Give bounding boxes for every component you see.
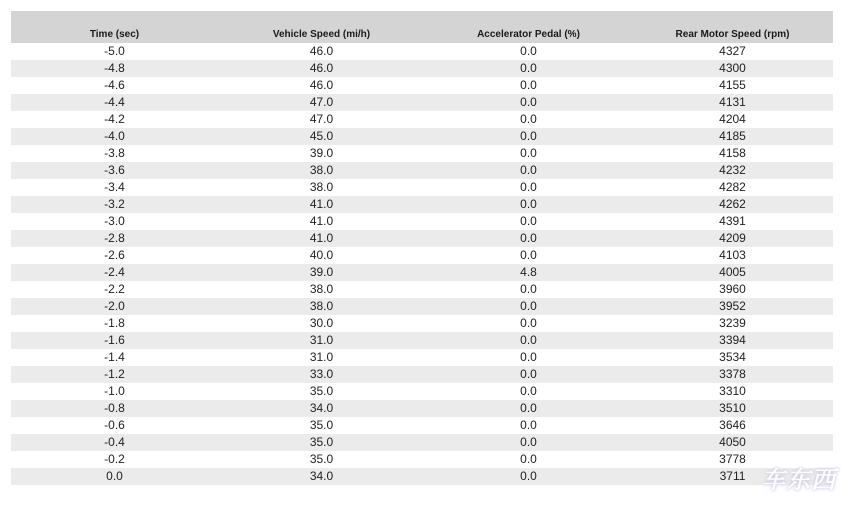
table-row: [11, 43, 833, 60]
accelerator-pedal-cell: 0.0: [520, 452, 537, 466]
table-row: [11, 298, 833, 315]
rear-motor-speed-cell: 3239: [719, 316, 746, 330]
table-row: [11, 366, 833, 383]
vehicle-speed-cell: 30.0: [309, 316, 334, 330]
table-row: [11, 349, 833, 366]
rear-motor-speed-cell: 4050: [632, 434, 833, 451]
time-cell: -0.2: [104, 452, 125, 466]
time-cell: -2.0: [11, 298, 218, 315]
table-row: [11, 162, 833, 179]
table-row: [11, 247, 833, 264]
table-row: [11, 128, 833, 145]
rear-motor-speed-cell: 4209: [632, 230, 833, 247]
accelerator-pedal-cell: 0.0: [425, 298, 632, 315]
vehicle-speed-cell: 40.0: [309, 248, 334, 262]
vehicle-speed-cell: 41.0: [309, 214, 334, 228]
accelerator-pedal-cell: 0.0: [520, 214, 537, 228]
accelerator-pedal-cell: 0.0: [425, 94, 632, 111]
vehicle-speed-cell: 34.0: [218, 400, 425, 417]
accelerator-pedal-cell: 0.0: [425, 434, 632, 451]
rear-motor-speed-cell: 4005: [632, 264, 833, 281]
time-cell: -3.6: [11, 162, 218, 179]
rear-motor-speed-cell: 4300: [632, 60, 833, 77]
accelerator-pedal-cell: 0.0: [425, 60, 632, 77]
rear-motor-speed-cell: 4262: [632, 196, 833, 213]
time-cell: -3.4: [104, 180, 125, 194]
table-row: [11, 383, 833, 400]
vehicle-speed-cell: 41.0: [218, 196, 425, 213]
table-row: [11, 332, 833, 349]
vehicle-speed-cell: 35.0: [309, 452, 334, 466]
rear-motor-speed-cell: 3378: [632, 366, 833, 383]
rear-motor-speed-cell: 3394: [632, 332, 833, 349]
rear-motor-speed-cell: 3510: [632, 400, 833, 417]
table-header: [11, 11, 833, 43]
watermark-logo: 车东西: [761, 466, 836, 494]
rear-motor-speed-cell: 3646: [719, 418, 746, 432]
rear-motor-speed-cell: 4232: [632, 162, 833, 179]
rear-motor-speed-cell: 4103: [719, 248, 746, 262]
time-cell: -1.6: [11, 332, 218, 349]
time-cell: -4.4: [11, 94, 218, 111]
table-row: [11, 213, 833, 230]
data-table-container: [11, 11, 833, 485]
table-row: [11, 179, 833, 196]
rear-motor-speed-cell: 4185: [632, 128, 833, 145]
accelerator-pedal-cell: 0.0: [425, 230, 632, 247]
time-cell: -3.8: [104, 146, 125, 160]
vehicle-speed-cell: 35.0: [309, 384, 334, 398]
table-row: [11, 400, 833, 417]
accelerator-pedal-cell: 0.0: [520, 78, 537, 92]
rear-motor-speed-cell: 3778: [719, 452, 746, 466]
time-cell: -1.2: [11, 366, 218, 383]
time-cell: -1.4: [104, 350, 125, 364]
accelerator-pedal-cell: 0.0: [520, 350, 537, 364]
time-cell: 0.0: [11, 468, 218, 485]
vehicle-speed-cell: 38.0: [218, 162, 425, 179]
rear-motor-speed-cell: 3534: [719, 350, 746, 364]
table-row: [11, 417, 833, 434]
rear-motor-speed-cell: 4327: [719, 44, 746, 58]
accelerator-pedal-cell: 0.0: [520, 180, 537, 194]
time-cell: -4.6: [104, 78, 125, 92]
table-row: [11, 281, 833, 298]
table-row: [11, 196, 833, 213]
rear-motor-speed-cell: 4155: [719, 78, 746, 92]
vehicle-speed-cell: 31.0: [309, 350, 334, 364]
vehicle-speed-cell: 39.0: [218, 264, 425, 281]
time-cell: -4.2: [104, 112, 125, 126]
vehicle-speed-cell: 38.0: [309, 282, 334, 296]
rear-motor-speed-cell: 3952: [632, 298, 833, 315]
accelerator-pedal-cell: 0.0: [425, 162, 632, 179]
rear-motor-speed-cell: 4131: [632, 94, 833, 111]
vehicle-speed-cell: 46.0: [218, 60, 425, 77]
vehicle-speed-cell: 35.0: [218, 434, 425, 451]
vehicle-speed-cell: 34.0: [218, 468, 425, 485]
time-cell: -3.2: [11, 196, 218, 213]
rear-motor-speed-cell: 3310: [719, 384, 746, 398]
accelerator-pedal-cell: 0.0: [520, 316, 537, 330]
vehicle-speed-cell: 45.0: [218, 128, 425, 145]
time-cell: -5.0: [104, 44, 125, 58]
data-table: [11, 11, 833, 485]
vehicle-speed-cell: 39.0: [309, 146, 334, 160]
time-cell: -1.0: [104, 384, 125, 398]
vehicle-speed-cell: 38.0: [309, 180, 334, 194]
time-cell: -3.0: [104, 214, 125, 228]
accelerator-pedal-cell: 4.8: [425, 264, 632, 281]
vehicle-speed-cell: 47.0: [218, 94, 425, 111]
accelerator-pedal-cell: 0.0: [520, 384, 537, 398]
table-row: [11, 230, 833, 247]
vehicle-speed-cell: 47.0: [309, 112, 334, 126]
table-body: [11, 43, 833, 485]
rear-motor-speed-cell: 3711: [632, 468, 833, 485]
time-cell: -2.8: [11, 230, 218, 247]
accelerator-pedal-cell: 0.0: [425, 128, 632, 145]
accelerator-pedal-cell: 0.0: [425, 196, 632, 213]
table-row: [11, 94, 833, 111]
accelerator-pedal-cell: 0.0: [520, 112, 537, 126]
rear-motor-speed-cell: 4391: [719, 214, 746, 228]
table-row: [11, 315, 833, 332]
time-cell: -2.4: [11, 264, 218, 281]
rear-motor-speed-cell: 4158: [719, 146, 746, 160]
table-row: [11, 111, 833, 128]
table-row: [11, 60, 833, 77]
column-header-accelerator-pedal: Accelerator Pedal (%): [425, 11, 632, 43]
time-cell: -1.8: [104, 316, 125, 330]
time-cell: -2.6: [104, 248, 125, 262]
time-cell: -2.2: [104, 282, 125, 296]
accelerator-pedal-cell: 0.0: [425, 468, 632, 485]
table-row: [11, 145, 833, 162]
rear-motor-speed-cell: 4204: [719, 112, 746, 126]
accelerator-pedal-cell: 0.0: [425, 366, 632, 383]
vehicle-speed-cell: 38.0: [218, 298, 425, 315]
accelerator-pedal-cell: 0.0: [425, 332, 632, 349]
accelerator-pedal-cell: 0.0: [520, 146, 537, 160]
header-row: [11, 11, 833, 43]
column-header-vehicle-speed: Vehicle Speed (mi/h): [218, 11, 425, 43]
time-cell: -4.0: [11, 128, 218, 145]
accelerator-pedal-cell: 0.0: [520, 418, 537, 432]
vehicle-speed-cell: 33.0: [218, 366, 425, 383]
table-row: [11, 434, 833, 451]
accelerator-pedal-cell: 0.0: [520, 44, 537, 58]
table-row: [11, 77, 833, 94]
time-cell: -4.8: [11, 60, 218, 77]
vehicle-speed-cell: 46.0: [309, 44, 334, 58]
table-row: [11, 264, 833, 281]
table-row: [11, 451, 833, 468]
vehicle-speed-cell: 41.0: [218, 230, 425, 247]
vehicle-speed-cell: 31.0: [218, 332, 425, 349]
rear-motor-speed-cell: 3960: [719, 282, 746, 296]
time-cell: -0.6: [104, 418, 125, 432]
accelerator-pedal-cell: 0.0: [520, 248, 537, 262]
accelerator-pedal-cell: 0.0: [425, 400, 632, 417]
column-header-rear-motor-speed: Rear Motor Speed (rpm): [632, 11, 833, 43]
time-cell: -0.4: [11, 434, 218, 451]
column-header-time: Time (sec): [11, 11, 218, 43]
vehicle-speed-cell: 46.0: [309, 78, 334, 92]
time-cell: -0.8: [11, 400, 218, 417]
vehicle-speed-cell: 35.0: [309, 418, 334, 432]
accelerator-pedal-cell: 0.0: [520, 282, 537, 296]
rear-motor-speed-cell: 4282: [719, 180, 746, 194]
table-row: [11, 468, 833, 485]
